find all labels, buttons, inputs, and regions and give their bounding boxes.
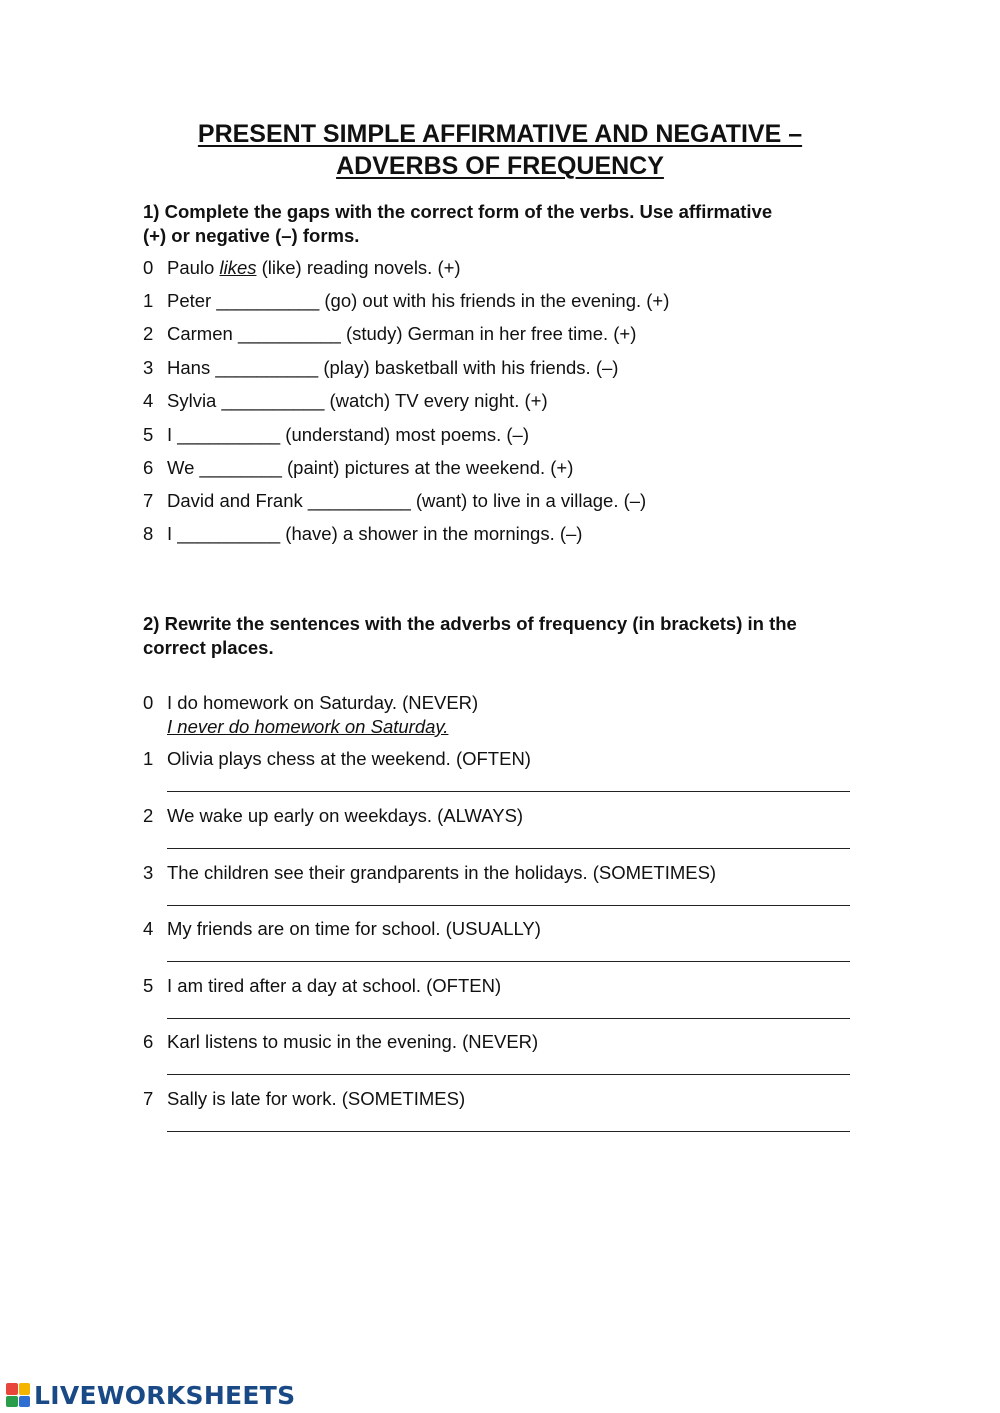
item-number: 3 [143, 862, 154, 883]
item-number: 6 [143, 1031, 154, 1052]
example-answer: I never do homework on Saturday. [167, 716, 449, 737]
item-number: 7 [143, 1088, 154, 1109]
answer-line[interactable] [167, 848, 850, 849]
logo-text: LIVEWORKSHEETS [34, 1380, 296, 1410]
title-line-2: ADVERBS OF FREQUENCY [336, 152, 664, 180]
item-text: I am tired after a day at school. (OFTEN) [167, 975, 502, 996]
answer-line[interactable] [167, 1074, 850, 1075]
item-text: My friends are on time for school. (USUALLY) [167, 918, 541, 939]
item-number: 1 [143, 748, 154, 769]
item-text: Sally is late for work. (SOMETIMES) [167, 1088, 466, 1109]
item-text: Olivia plays chess at the weekend. (OFTEN) [167, 748, 531, 769]
section2-item [143, 861, 716, 885]
section2-instruction [143, 612, 873, 660]
section1-item[interactable] [143, 423, 529, 447]
section1-item[interactable] [143, 356, 618, 380]
logo-tile [6, 1383, 18, 1395]
item-number: 4 [143, 390, 154, 411]
item-text: Peter __________ (go) out with his friends in the evening. (+) [167, 290, 670, 311]
item-number: 1 [143, 290, 154, 311]
logo-tile [6, 1396, 18, 1408]
page-title [0, 118, 1000, 182]
title-line-1: PRESENT SIMPLE AFFIRMATIVE AND NEGATIVE – [197, 120, 803, 148]
section1-instruction [143, 200, 873, 248]
item-text: Karl listens to music in the evening. (NEVER) [167, 1031, 539, 1052]
item-text: I __________ (have) a shower in the mornings. (–) [167, 523, 583, 544]
section2-item [143, 804, 523, 828]
example-after: (like) reading novels. (+) [256, 257, 461, 278]
example-before: Paulo [167, 257, 220, 278]
item-text: David and Frank __________ (want) to live in a village. (–) [167, 490, 647, 511]
item-number: 4 [143, 918, 154, 939]
item-text: Hans __________ (play) basketball with his friends. (–) [167, 357, 619, 378]
logo-tile [19, 1383, 31, 1395]
section1-item[interactable] [143, 322, 636, 346]
answer-line[interactable] [167, 1018, 850, 1019]
section1-instruction-line-2: (+) or negative (–) forms. [143, 225, 360, 246]
section2-instruction-line-1: 2) Rewrite the sentences with the adverbs of frequency (in brackets) in the [143, 613, 797, 634]
item-text: Carmen __________ (study) German in her free time. (+) [167, 323, 637, 344]
answer-line[interactable] [167, 961, 850, 962]
item-number: 0 [143, 692, 154, 713]
item-text: We wake up early on weekdays. (ALWAYS) [167, 805, 524, 826]
item-number: 5 [143, 424, 154, 445]
section2-item [143, 1087, 465, 1111]
item-number: 8 [143, 523, 154, 544]
section2-item [143, 974, 501, 998]
answer-line[interactable] [167, 905, 850, 906]
item-text: We ________ (paint) pictures at the weekend. (+) [167, 457, 574, 478]
answer-line[interactable] [167, 791, 850, 792]
liveworksheets-logo[interactable] [6, 1379, 295, 1411]
logo-mark-icon [6, 1383, 30, 1407]
answer-line[interactable] [167, 1131, 850, 1132]
example-answer: likes [219, 257, 257, 278]
section2-item [143, 1030, 538, 1054]
section1-item[interactable] [143, 489, 646, 513]
section1-item[interactable] [143, 456, 573, 480]
example-sentence: I do homework on Saturday. (NEVER) [167, 692, 479, 713]
section2-item [143, 917, 541, 941]
item-number: 7 [143, 490, 154, 511]
item-number: 0 [143, 257, 154, 278]
item-number: 2 [143, 323, 154, 344]
section2-instruction-line-2: correct places. [143, 637, 274, 658]
item-number: 5 [143, 975, 154, 996]
section1-example [143, 256, 461, 280]
item-number: 6 [143, 457, 154, 478]
section2-example-answer [167, 715, 448, 739]
section1-item[interactable] [143, 289, 669, 313]
section1-item[interactable] [143, 389, 548, 413]
section2-item [143, 747, 531, 771]
section1-item[interactable] [143, 522, 582, 546]
logo-tile [19, 1396, 31, 1408]
item-text: The children see their grandparents in the holidays. (SOMETIMES) [167, 862, 717, 883]
item-number: 2 [143, 805, 154, 826]
item-text: Sylvia __________ (watch) TV every night. (+) [167, 390, 548, 411]
item-number: 3 [143, 357, 154, 378]
section2-example [143, 691, 478, 715]
item-text: I __________ (understand) most poems. (–) [167, 424, 529, 445]
section1-instruction-line-1: 1) Complete the gaps with the correct form of the verbs. Use affirmative [143, 201, 773, 222]
